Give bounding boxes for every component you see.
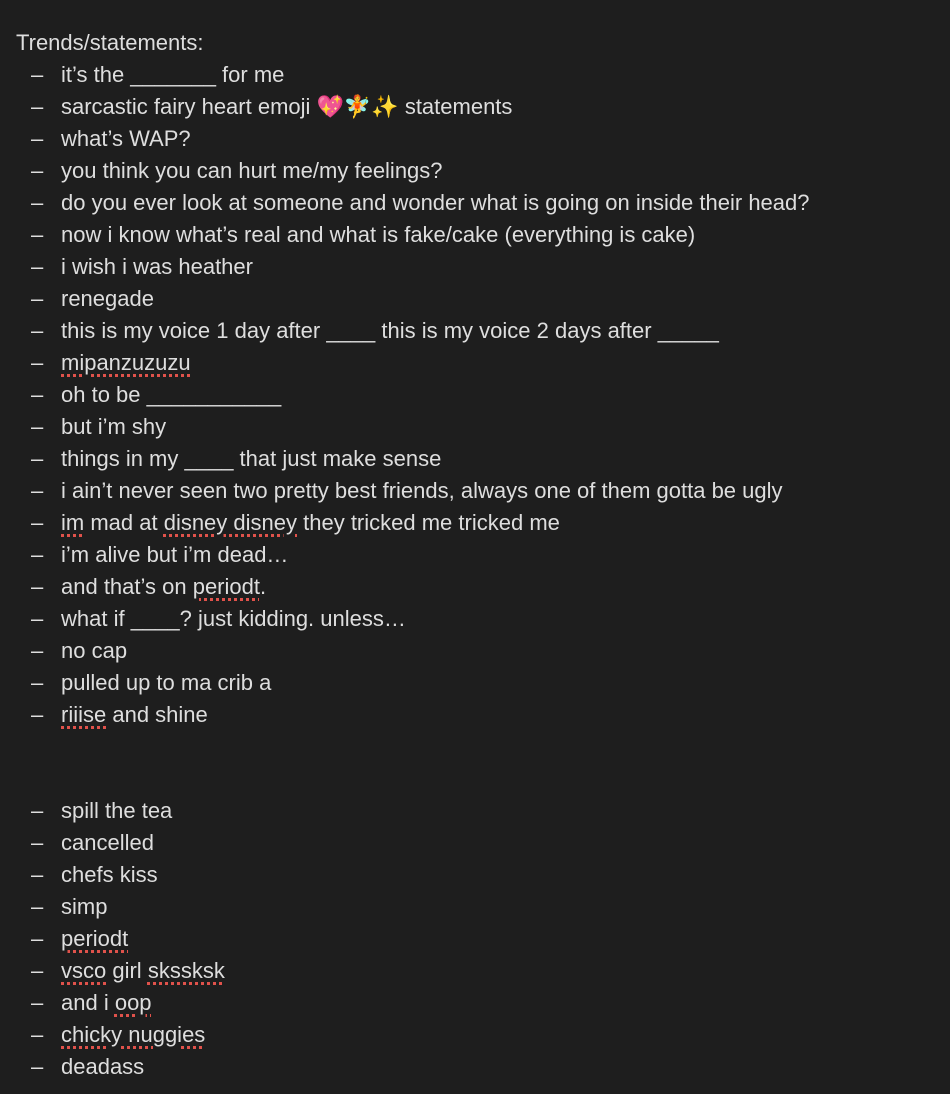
list-bullet-dash: –	[31, 606, 44, 631]
list-item[interactable]	[16, 891, 946, 923]
item-text: simp	[61, 894, 108, 919]
blank-lines[interactable]	[16, 731, 946, 795]
item-text: oh to be ___________	[61, 382, 282, 407]
item-text: what’s WAP?	[61, 126, 191, 151]
list-item[interactable]	[16, 923, 946, 955]
item-text: and that’s on	[61, 574, 193, 599]
list-bullet-dash: –	[31, 894, 44, 919]
list-bullet-dash: –	[31, 94, 44, 119]
trend-list-slang	[16, 795, 946, 1083]
item-text: i ain’t never seen two pretty best friends, always one of them gotta be ugly	[61, 478, 783, 503]
item-text: renegade	[61, 286, 154, 311]
list-bullet-dash: –	[31, 350, 44, 375]
list-bullet-dash: –	[31, 222, 44, 247]
note-body[interactable]	[16, 27, 946, 1083]
list-item[interactable]	[16, 539, 946, 571]
misspelled-word: vsco	[61, 958, 107, 983]
list-item[interactable]	[16, 283, 946, 315]
misspelled-word: riiise	[61, 702, 107, 727]
list-item[interactable]	[16, 411, 946, 443]
list-bullet-dash: –	[31, 958, 44, 983]
list-bullet-dash: –	[31, 574, 44, 599]
list-item[interactable]	[16, 347, 946, 379]
item-text: do you ever look at someone and wonder what is going on inside their head?	[61, 190, 810, 215]
list-item[interactable]	[16, 667, 946, 699]
note-heading[interactable]: Trends/statements:	[16, 30, 204, 55]
misspelled-word: periodt	[61, 926, 129, 951]
misspelled-word: chicky nuggies	[61, 1022, 206, 1047]
list-bullet-dash: –	[31, 926, 44, 951]
list-bullet-dash: –	[31, 542, 44, 567]
item-text: it’s the _______ for me	[61, 62, 285, 87]
list-item[interactable]	[16, 155, 946, 187]
item-text: spill the tea	[61, 798, 173, 823]
list-item[interactable]	[16, 795, 946, 827]
list-bullet-dash: –	[31, 382, 44, 407]
misspelled-word: im	[61, 510, 85, 535]
misspelled-word: mipanzuzuzu	[61, 350, 191, 375]
list-item[interactable]	[16, 571, 946, 603]
list-item[interactable]	[16, 1019, 946, 1051]
list-item[interactable]	[16, 507, 946, 539]
item-text: girl	[106, 958, 148, 983]
list-item[interactable]	[16, 379, 946, 411]
list-bullet-dash: –	[31, 862, 44, 887]
item-text: things in my ____ that just make sense	[61, 446, 442, 471]
list-bullet-dash: –	[31, 286, 44, 311]
list-item[interactable]	[16, 987, 946, 1019]
list-bullet-dash: –	[31, 126, 44, 151]
list-item[interactable]	[16, 187, 946, 219]
list-item[interactable]	[16, 251, 946, 283]
item-text: but i’m shy	[61, 414, 167, 439]
item-text: and shine	[106, 702, 208, 727]
item-text: pulled up to ma crib a	[61, 670, 272, 695]
item-text: you think you can hurt me/my feelings?	[61, 158, 443, 183]
item-text: mad at	[84, 510, 164, 535]
list-bullet-dash: –	[31, 798, 44, 823]
item-text: now i know what’s real and what is fake/cake (everything is cake)	[61, 222, 696, 247]
item-text: they tricked me tricked me	[297, 510, 560, 535]
list-bullet-dash: –	[31, 478, 44, 503]
item-text: sarcastic fairy heart emoji 💖🧚✨ statements	[61, 94, 513, 119]
list-bullet-dash: –	[31, 990, 44, 1015]
trend-list-main	[16, 59, 946, 731]
list-item[interactable]	[16, 859, 946, 891]
list-bullet-dash: –	[31, 414, 44, 439]
list-bullet-dash: –	[31, 638, 44, 663]
list-bullet-dash: –	[31, 62, 44, 87]
misspelled-word: periodt	[192, 574, 260, 599]
item-text: what if ____? just kidding. unless…	[61, 606, 406, 631]
list-item[interactable]	[16, 91, 946, 123]
item-text: and i	[61, 990, 115, 1015]
item-text: cancelled	[61, 830, 154, 855]
list-item[interactable]	[16, 827, 946, 859]
list-item[interactable]	[16, 315, 946, 347]
list-bullet-dash: –	[31, 1054, 44, 1079]
list-item[interactable]	[16, 475, 946, 507]
item-text: this is my voice 1 day after ____ this is my voice 2 days after _____	[61, 318, 719, 343]
list-item[interactable]	[16, 1051, 946, 1083]
list-item[interactable]	[16, 443, 946, 475]
misspelled-word: skssksk	[147, 958, 225, 983]
misspelled-word: disney disney	[163, 510, 298, 535]
list-bullet-dash: –	[31, 446, 44, 471]
item-text: .	[259, 574, 267, 599]
list-bullet-dash: –	[31, 702, 44, 727]
list-item[interactable]	[16, 59, 946, 91]
list-bullet-dash: –	[31, 830, 44, 855]
list-item[interactable]	[16, 699, 946, 731]
list-item[interactable]	[16, 635, 946, 667]
list-bullet-dash: –	[31, 670, 44, 695]
list-item[interactable]	[16, 219, 946, 251]
item-text: no cap	[61, 638, 128, 663]
item-text: deadass	[61, 1054, 145, 1079]
list-bullet-dash: –	[31, 254, 44, 279]
item-text: i wish i was heather	[61, 254, 253, 279]
list-bullet-dash: –	[31, 1022, 44, 1047]
list-item[interactable]	[16, 955, 946, 987]
list-item[interactable]	[16, 603, 946, 635]
list-item[interactable]	[16, 123, 946, 155]
list-bullet-dash: –	[31, 158, 44, 183]
misspelled-word: oop	[114, 990, 152, 1015]
list-bullet-dash: –	[31, 190, 44, 215]
list-bullet-dash: –	[31, 510, 44, 535]
item-text: chefs kiss	[61, 862, 158, 887]
item-text: i’m alive but i’m dead…	[61, 542, 289, 567]
list-bullet-dash: –	[31, 318, 44, 343]
